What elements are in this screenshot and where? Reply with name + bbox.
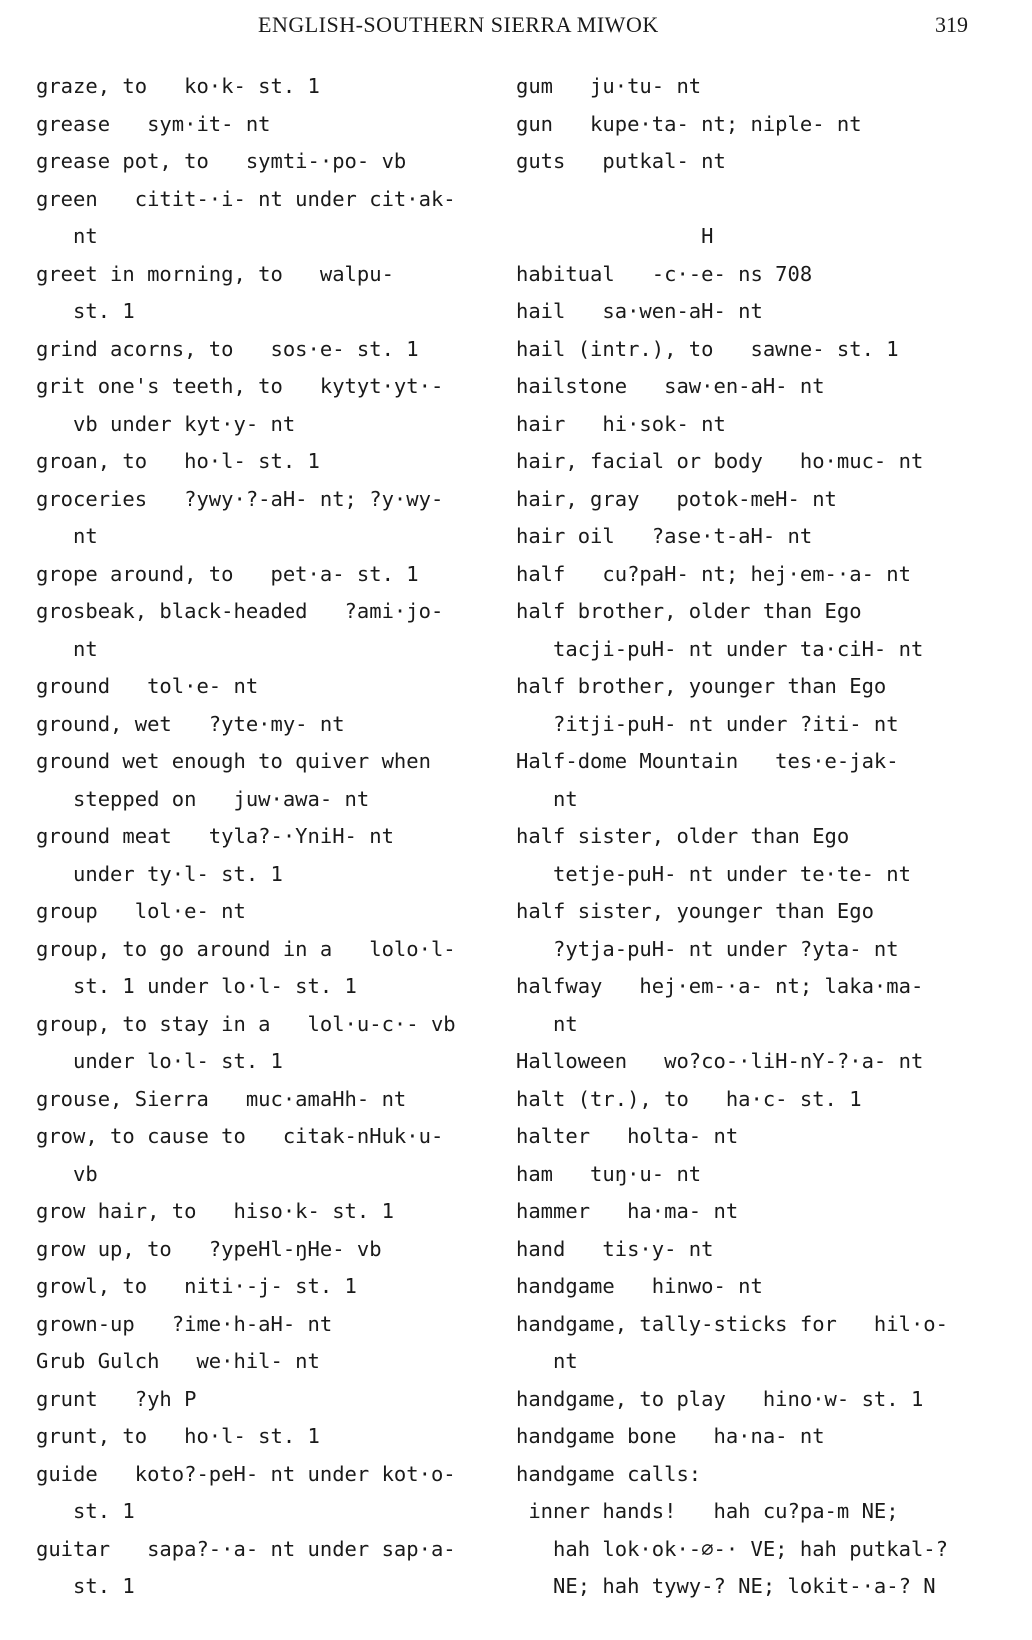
dictionary-line: stepped on juw·awa- nt: [36, 786, 370, 811]
dictionary-line: nt: [36, 636, 98, 661]
dictionary-line: ?ytja-puH- nt under ?yta- nt: [516, 936, 899, 961]
dictionary-line: gun kupe·ta- nt; niple- nt: [516, 111, 862, 136]
dictionary-line: half brother, older than Ego: [516, 599, 862, 623]
dictionary-line: H: [516, 224, 714, 248]
dictionary-line: grind acorns, to sos·e- st. 1: [36, 336, 419, 361]
dictionary-line: halt (tr.), to ha·c- st. 1: [516, 1086, 862, 1111]
dictionary-line: vb: [36, 1161, 98, 1186]
dictionary-line: Grub Gulch we·hil- nt: [36, 1349, 320, 1373]
dictionary-line: hair, facial or body ho·muc- nt: [516, 449, 924, 473]
dictionary-line: tetje-puH- nt under te·te- nt: [516, 861, 911, 886]
dictionary-line: nt: [36, 524, 98, 548]
dictionary-line: under ty·l- st. 1: [36, 861, 283, 886]
dictionary-line: handgame bone ha·na- nt: [516, 1424, 825, 1448]
page-header: [0, 12, 1032, 42]
dictionary-line: hail sa·wen-aH- nt: [516, 299, 763, 323]
dictionary-line: hammer ha·ma- nt: [516, 1199, 739, 1223]
dictionary-line: hailstone saw·en-aH- nt: [516, 374, 825, 398]
dictionary-line: nt: [516, 1011, 578, 1036]
dictionary-line: gum ju·tu- nt: [516, 74, 702, 98]
dictionary-line: greet in morning, to walpu-: [36, 261, 394, 286]
dictionary-line: grow, to cause to citak-nHuk·u-: [36, 1124, 444, 1148]
dictionary-line: ground, wet ?yte·my- nt: [36, 711, 345, 736]
dictionary-line: [516, 181, 1016, 219]
dictionary-line: group lol·e- nt: [36, 899, 246, 923]
dictionary-line: growl, to niti·-j- st. 1: [36, 1274, 357, 1298]
dictionary-line: ground wet enough to quiver when: [36, 749, 431, 773]
dictionary-line: hand tis·y- nt: [516, 1236, 714, 1261]
dictionary-line: grunt, to ho·l- st. 1: [36, 1424, 320, 1448]
running-head: ENGLISH-SOUTHERN SIERRA MIWOK: [258, 12, 659, 37]
dictionary-line: Halloween wo?co-·liH-nY-?·a- nt: [516, 1049, 924, 1073]
dictionary-line: Half-dome Mountain tes·e-jak-: [516, 749, 899, 773]
dictionary-line: grouse, Sierra muc·amaHh- nt: [36, 1086, 407, 1111]
dictionary-line: grow up, to ?ypeHl-ŋHe- vb: [36, 1236, 382, 1261]
dictionary-line: hah lok·ok·-∅-· VE; hah putkal-?: [516, 1536, 948, 1561]
dictionary-line: green citit-·i- nt under cit·ak-: [36, 186, 456, 211]
dictionary-line: grease sym·it- nt: [36, 111, 271, 136]
dictionary-line: ham tuŋ·u- nt: [516, 1161, 702, 1186]
dictionary-line: handgame, to play hino·w- st. 1: [516, 1386, 924, 1411]
dictionary-line: guide koto?-peH- nt under kot·o-: [36, 1461, 456, 1486]
dictionary-line: hair, gray potok-meH- nt: [516, 486, 837, 511]
dictionary-line: habitual -c·-e- ns 708: [516, 261, 813, 286]
dictionary-line: groceries ?ywy·?-aH- nt; ?y·wy-: [36, 486, 444, 511]
dictionary-line: grown-up ?ime·h-aH- nt: [36, 1311, 333, 1336]
dictionary-line: vb under kyt·y- nt: [36, 411, 296, 436]
dictionary-line: st. 1: [36, 299, 135, 323]
dictionary-line: halfway hej·em-·a- nt; laka·ma-: [516, 974, 924, 998]
dictionary-line: groan, to ho·l- st. 1: [36, 449, 320, 473]
dictionary-line: hair oil ?ase·t-aH- nt: [516, 524, 813, 548]
dictionary-line: handgame hinwo- nt: [516, 1274, 763, 1298]
dictionary-line: nt: [36, 224, 98, 248]
dictionary-line: st. 1: [36, 1499, 135, 1523]
dictionary-line: half sister, older than Ego: [516, 824, 850, 848]
dictionary-line: ground meat tyla?-·YniH- nt: [36, 824, 394, 848]
dictionary-line: guts putkal- nt: [516, 149, 726, 173]
dictionary-line: nt: [516, 786, 578, 811]
dictionary-line: group, to go around in a lolo·l-: [36, 936, 456, 961]
dictionary-line: NE; hah tywy-? NE; lokit-·a-? N: [516, 1574, 936, 1598]
dictionary-line: inner hands! hah cu?pa-m NE;: [516, 1499, 899, 1523]
dictionary-line: half cu?paH- nt; hej·em-·a- nt: [516, 561, 911, 586]
dictionary-line: nt: [516, 1349, 578, 1373]
dictionary-line: half brother, younger than Ego: [516, 674, 887, 698]
dictionary-line: grunt ?yh P: [36, 1386, 197, 1411]
dictionary-line: handgame, tally-sticks for hil·o-: [516, 1311, 948, 1336]
dictionary-line: ground tol·e- nt: [36, 674, 259, 698]
dictionary-line: hair hi·sok- nt: [516, 411, 726, 436]
dictionary-line: hail (intr.), to sawne- st. 1: [516, 336, 899, 361]
dictionary-line: half sister, younger than Ego: [516, 899, 874, 923]
dictionary-line: grope around, to pet·a- st. 1: [36, 561, 419, 586]
dictionary-line: grease pot, to symti-·po- vb: [36, 149, 407, 173]
dictionary-line: guitar sapa?-·a- nt under sap·a-: [36, 1536, 456, 1561]
dictionary-line: graze, to ko·k- st. 1: [36, 74, 320, 98]
dictionary-line: grit one's teeth, to kytyt·yt·-: [36, 374, 444, 398]
dictionary-line: ?itji-puH- nt under ?iti- nt: [516, 711, 899, 736]
right-column: [516, 68, 1016, 1606]
dictionary-line: under lo·l- st. 1: [36, 1049, 283, 1073]
dictionary-line: handgame calls:: [516, 1461, 702, 1486]
page-number: 319: [935, 12, 968, 37]
dictionary-line: grosbeak, black-headed ?ami·jo-: [36, 599, 444, 623]
dictionary-line: grow hair, to hiso·k- st. 1: [36, 1199, 394, 1223]
left-column: [36, 68, 506, 1606]
dictionary-line: tacji-puH- nt under ta·ciH- nt: [516, 636, 924, 661]
dictionary-line: group, to stay in a lol·u-c·- vb: [36, 1011, 456, 1036]
dictionary-line: st. 1 under lo·l- st. 1: [36, 974, 357, 998]
dictionary-line: halter holta- nt: [516, 1124, 739, 1148]
dictionary-line: st. 1: [36, 1574, 135, 1598]
